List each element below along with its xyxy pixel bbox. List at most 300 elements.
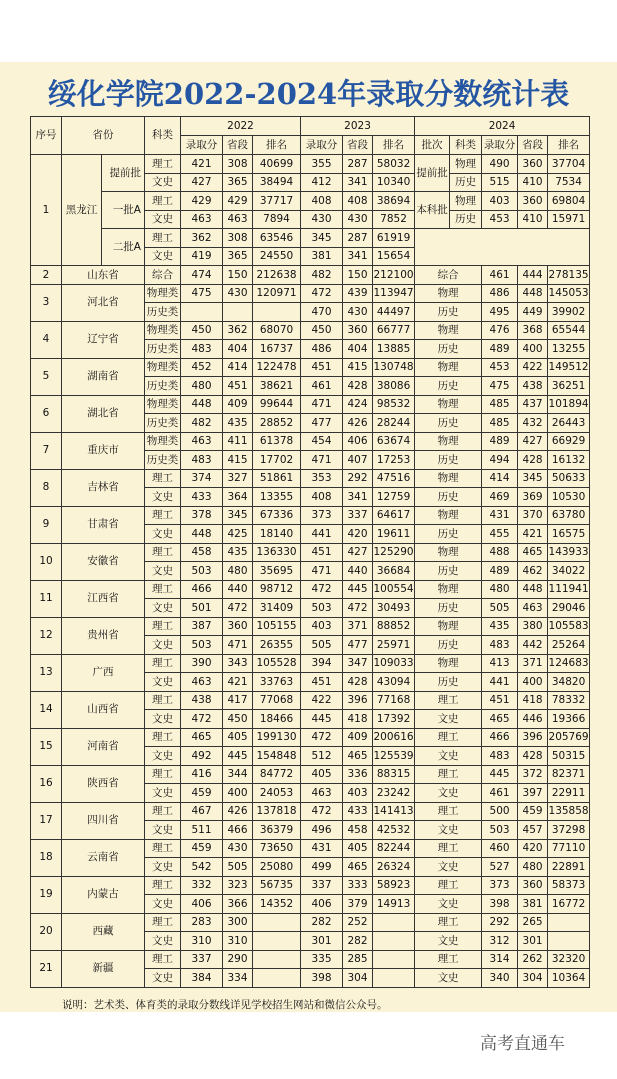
rank-2023: 66777 [373, 321, 415, 340]
score-2022: 463 [181, 210, 223, 229]
score-2024: 441 [482, 673, 518, 692]
header-score-2023: 录取分 [301, 136, 343, 155]
level-2024: 420 [518, 839, 548, 858]
rank-2022: 24053 [253, 784, 301, 803]
score-2022: 283 [181, 913, 223, 932]
level-2022: 435 [223, 543, 253, 562]
rank-2024: 50633 [548, 469, 590, 488]
header-category: 科类 [145, 117, 181, 155]
level-2023: 405 [343, 839, 373, 858]
rank-2022: 28852 [253, 414, 301, 433]
category-cell: 文史 [145, 210, 181, 229]
category-2024: 文史 [415, 895, 482, 914]
category-cell: 理工 [145, 876, 181, 895]
level-2022: 414 [223, 358, 253, 377]
rank-2022: 18466 [253, 710, 301, 729]
level-2022: 466 [223, 821, 253, 840]
level-2024: 301 [518, 932, 548, 951]
rank-2024: 16575 [548, 525, 590, 544]
level-2024: 396 [518, 728, 548, 747]
score-2024: 314 [482, 950, 518, 969]
province-name: 黑龙江 [62, 155, 102, 266]
header-seq: 序号 [31, 117, 62, 155]
category-cell: 文史 [145, 821, 181, 840]
rank-2024: 13255 [548, 340, 590, 359]
category-cell: 理工 [145, 469, 181, 488]
table-row [31, 950, 590, 969]
table-row [31, 654, 590, 673]
level-2023: 360 [343, 321, 373, 340]
level-2022: 150 [223, 266, 253, 285]
rank-2023: 125539 [373, 747, 415, 766]
category-cell: 文史 [145, 599, 181, 618]
level-2024: 369 [518, 488, 548, 507]
level-2022: 471 [223, 636, 253, 655]
score-2022: 419 [181, 247, 223, 266]
level-2023: 285 [343, 950, 373, 969]
rank-2024: 58373 [548, 876, 590, 895]
row-seq: 16 [31, 765, 62, 802]
score-2023: 451 [301, 673, 343, 692]
score-2022: 429 [181, 192, 223, 211]
rank-2022: 25080 [253, 858, 301, 877]
category-2024: 物理 [415, 284, 482, 303]
admission-score-table [30, 116, 590, 988]
level-2022: 409 [223, 395, 253, 414]
rank-2022 [253, 950, 301, 969]
rank-2022: 67336 [253, 506, 301, 525]
level-2024: 381 [518, 895, 548, 914]
score-2023: 431 [301, 839, 343, 858]
category-cell: 文史 [145, 247, 181, 266]
category-cell: 文史 [145, 562, 181, 581]
score-2023: 472 [301, 284, 343, 303]
level-2023: 426 [343, 414, 373, 433]
score-2023: 408 [301, 488, 343, 507]
score-2022: 483 [181, 451, 223, 470]
rank-2023: 43094 [373, 673, 415, 692]
level-2022: 415 [223, 451, 253, 470]
score-2023: 450 [301, 321, 343, 340]
score-2024: 495 [482, 303, 518, 322]
score-2022: 448 [181, 525, 223, 544]
level-2022: 362 [223, 321, 253, 340]
rank-2024: 135858 [548, 802, 590, 821]
level-2023: 379 [343, 895, 373, 914]
rank-2022: 154848 [253, 747, 301, 766]
score-2023: 282 [301, 913, 343, 932]
level-2023: 337 [343, 506, 373, 525]
score-2024: 480 [482, 580, 518, 599]
level-2024: 463 [518, 599, 548, 618]
rank-2024: 278135 [548, 266, 590, 285]
score-2023: 471 [301, 562, 343, 581]
header-year-2024: 2024 [415, 117, 590, 136]
level-2022: 300 [223, 913, 253, 932]
batch-label: 二批A [102, 229, 145, 266]
rank-2022: 99644 [253, 395, 301, 414]
score-2022: 492 [181, 747, 223, 766]
category-2024: 文史 [415, 710, 482, 729]
score-2024: 373 [482, 876, 518, 895]
score-2024: 453 [482, 358, 518, 377]
score-2022: 452 [181, 358, 223, 377]
header-rank-2022: 排名 [253, 136, 301, 155]
category-cell: 文史 [145, 636, 181, 655]
level-2023: 440 [343, 562, 373, 581]
score-2023: 470 [301, 303, 343, 322]
category-2024: 物理 [415, 395, 482, 414]
row-seq: 3 [31, 284, 62, 321]
level-2023: 428 [343, 377, 373, 396]
rank-2024: 7534 [548, 173, 590, 192]
table-row [31, 192, 590, 211]
province-name: 山西省 [62, 691, 145, 728]
rank-2024: 10364 [548, 969, 590, 988]
score-2023: 451 [301, 543, 343, 562]
score-2024: 466 [482, 728, 518, 747]
category-2024: 理工 [415, 950, 482, 969]
level-2022: 308 [223, 229, 253, 248]
category-cell: 理工 [145, 654, 181, 673]
score-2023: 505 [301, 636, 343, 655]
score-2023: 496 [301, 821, 343, 840]
level-2024: 446 [518, 710, 548, 729]
rank-2024: 22891 [548, 858, 590, 877]
score-2023: 355 [301, 155, 343, 174]
score-2024: 489 [482, 562, 518, 581]
level-2022: 323 [223, 876, 253, 895]
level-2023: 427 [343, 543, 373, 562]
category-cell: 文史 [145, 710, 181, 729]
level-2024: 438 [518, 377, 548, 396]
table-row [31, 691, 590, 710]
category-cell: 物理类 [145, 284, 181, 303]
level-2022: 435 [223, 414, 253, 433]
header-batch-2024: 批次 [415, 136, 450, 155]
rank-2023: 88852 [373, 617, 415, 636]
score-2023: 454 [301, 432, 343, 451]
level-2024: 422 [518, 358, 548, 377]
level-2024: 444 [518, 266, 548, 285]
level-2024: 265 [518, 913, 548, 932]
score-2022: 466 [181, 580, 223, 599]
rank-2023 [373, 913, 415, 932]
level-2022: 405 [223, 728, 253, 747]
category-2024: 物理 [450, 192, 482, 211]
level-2023: 465 [343, 858, 373, 877]
rank-2022: 73650 [253, 839, 301, 858]
rank-2023: 141413 [373, 802, 415, 821]
header-year-2023: 2023 [301, 117, 415, 136]
level-2024: 360 [518, 155, 548, 174]
score-2024: 486 [482, 284, 518, 303]
score-2023: 486 [301, 340, 343, 359]
row-seq: 19 [31, 876, 62, 913]
level-2023: 424 [343, 395, 373, 414]
rank-2022: 14352 [253, 895, 301, 914]
score-2023: 408 [301, 192, 343, 211]
score-2024: 413 [482, 654, 518, 673]
level-2022: 411 [223, 432, 253, 451]
score-2023: 405 [301, 765, 343, 784]
province-name: 山东省 [62, 266, 145, 285]
level-2024: 480 [518, 858, 548, 877]
score-2022: 467 [181, 802, 223, 821]
rank-2022: 13355 [253, 488, 301, 507]
category-2024: 历史 [415, 673, 482, 692]
header-province: 省份 [62, 117, 145, 155]
score-2024: 488 [482, 543, 518, 562]
level-2023: 428 [343, 673, 373, 692]
score-2024: 505 [482, 599, 518, 618]
rank-2024: 16132 [548, 451, 590, 470]
level-2023: 287 [343, 229, 373, 248]
level-2024: 421 [518, 525, 548, 544]
category-cell: 理工 [145, 506, 181, 525]
score-2024: 483 [482, 636, 518, 655]
level-2022: 290 [223, 950, 253, 969]
score-2023: 461 [301, 377, 343, 396]
province-name: 重庆市 [62, 432, 145, 469]
province-name: 西藏 [62, 913, 145, 950]
province-name: 甘肃省 [62, 506, 145, 543]
rank-2023: 13885 [373, 340, 415, 359]
level-2022: 366 [223, 895, 253, 914]
score-2024: 340 [482, 969, 518, 988]
rank-2022: 212638 [253, 266, 301, 285]
rank-2022: 24550 [253, 247, 301, 266]
category-cell: 文史 [145, 932, 181, 951]
category-2024: 历史 [415, 636, 482, 655]
level-2022: 430 [223, 284, 253, 303]
score-2022: 416 [181, 765, 223, 784]
row-seq: 1 [31, 155, 62, 266]
category-cell: 理工 [145, 192, 181, 211]
table-row [31, 284, 590, 303]
rank-2024: 37704 [548, 155, 590, 174]
level-2022: 426 [223, 802, 253, 821]
level-2023: 430 [343, 210, 373, 229]
category-cell: 理工 [145, 543, 181, 562]
score-2024: 461 [482, 266, 518, 285]
score-2023: 471 [301, 395, 343, 414]
rank-2024: 34820 [548, 673, 590, 692]
rank-2023: 63674 [373, 432, 415, 451]
score-2023: 403 [301, 617, 343, 636]
level-2024: 437 [518, 395, 548, 414]
level-2022: 417 [223, 691, 253, 710]
level-2024: 368 [518, 321, 548, 340]
category-2024: 历史 [415, 562, 482, 581]
level-2024: 427 [518, 432, 548, 451]
province-name: 河北省 [62, 284, 145, 321]
score-2022: 480 [181, 377, 223, 396]
score-2022: 384 [181, 969, 223, 988]
batch-label: 提前批 [102, 155, 145, 192]
level-2022: 334 [223, 969, 253, 988]
row-seq: 4 [31, 321, 62, 358]
level-2023: 415 [343, 358, 373, 377]
category-cell: 理工 [145, 580, 181, 599]
level-2022: 472 [223, 599, 253, 618]
category-cell: 历史类 [145, 451, 181, 470]
score-2023: 337 [301, 876, 343, 895]
rank-2022: 16737 [253, 340, 301, 359]
category-2024: 物理 [415, 358, 482, 377]
level-2022: 421 [223, 673, 253, 692]
level-2024: 410 [518, 173, 548, 192]
rank-2022: 105155 [253, 617, 301, 636]
category-2024: 历史 [415, 303, 482, 322]
rank-2023: 61919 [373, 229, 415, 248]
category-cell: 文史 [145, 784, 181, 803]
level-2024: 465 [518, 543, 548, 562]
level-2024: 428 [518, 451, 548, 470]
page-title: 绥化学院2022-2024年录取分数统计表 [47, 77, 570, 111]
row-seq: 8 [31, 469, 62, 506]
score-2022: 450 [181, 321, 223, 340]
score-2024: 292 [482, 913, 518, 932]
category-cell: 综合 [145, 266, 181, 285]
province-name: 湖南省 [62, 358, 145, 395]
score-2024: 403 [482, 192, 518, 211]
rank-2022: 36379 [253, 821, 301, 840]
category-cell: 文史 [145, 173, 181, 192]
score-2024: 455 [482, 525, 518, 544]
rank-2024: 37298 [548, 821, 590, 840]
score-2024: 527 [482, 858, 518, 877]
score-2022: 474 [181, 266, 223, 285]
rank-2024 [548, 913, 590, 932]
score-2023: 353 [301, 469, 343, 488]
rank-2023: 12759 [373, 488, 415, 507]
table-row [31, 543, 590, 562]
level-2024: 360 [518, 876, 548, 895]
category-cell: 理工 [145, 802, 181, 821]
table-row [31, 876, 590, 895]
score-2023: 398 [301, 969, 343, 988]
rank-2022: 35695 [253, 562, 301, 581]
category-2024: 理工 [415, 913, 482, 932]
level-2023: 341 [343, 488, 373, 507]
score-2022: 459 [181, 839, 223, 858]
rank-2023 [373, 932, 415, 951]
category-cell: 文史 [145, 525, 181, 544]
rank-2024: 111941 [548, 580, 590, 599]
score-2022: 427 [181, 173, 223, 192]
row-seq: 21 [31, 950, 62, 987]
rank-2024: 10530 [548, 488, 590, 507]
level-2022: 425 [223, 525, 253, 544]
score-2022: 390 [181, 654, 223, 673]
category-2024: 物理 [415, 432, 482, 451]
score-2024: 485 [482, 395, 518, 414]
rank-2022: 37717 [253, 192, 301, 211]
row-seq: 2 [31, 266, 62, 285]
category-cell: 历史类 [145, 340, 181, 359]
level-2023: 282 [343, 932, 373, 951]
score-2022: 511 [181, 821, 223, 840]
rank-2022 [253, 969, 301, 988]
rank-2024: 22911 [548, 784, 590, 803]
category-cell: 历史类 [145, 414, 181, 433]
category-2024: 文史 [415, 932, 482, 951]
rank-2023: 47516 [373, 469, 415, 488]
score-2022: 378 [181, 506, 223, 525]
category-2024: 文史 [415, 969, 482, 988]
rank-2024: 63780 [548, 506, 590, 525]
level-2024: 372 [518, 765, 548, 784]
category-2024: 理工 [415, 802, 482, 821]
category-2024: 物理 [415, 321, 482, 340]
score-2022: 448 [181, 395, 223, 414]
table-row [31, 432, 590, 451]
level-2024: 400 [518, 340, 548, 359]
level-2022: 365 [223, 247, 253, 266]
level-2022: 308 [223, 155, 253, 174]
table-row [31, 155, 590, 174]
score-2024: 398 [482, 895, 518, 914]
level-2022: 310 [223, 932, 253, 951]
rank-2024: 50315 [548, 747, 590, 766]
category-cell: 物理类 [145, 358, 181, 377]
table-row [31, 839, 590, 858]
level-2022: 430 [223, 839, 253, 858]
category-2024: 文史 [415, 784, 482, 803]
rank-2024: 32320 [548, 950, 590, 969]
level-2022: 343 [223, 654, 253, 673]
rank-2022: 120971 [253, 284, 301, 303]
row-seq: 5 [31, 358, 62, 395]
rank-2023: 130748 [373, 358, 415, 377]
score-2022: 483 [181, 340, 223, 359]
score-2022: 542 [181, 858, 223, 877]
level-2023: 404 [343, 340, 373, 359]
score-2023: 345 [301, 229, 343, 248]
rank-2023: 17253 [373, 451, 415, 470]
category-2024: 综合 [415, 266, 482, 285]
level-2023: 336 [343, 765, 373, 784]
level-2022: 345 [223, 506, 253, 525]
table-row [31, 321, 590, 340]
rank-2024: 78332 [548, 691, 590, 710]
rank-2023: 7852 [373, 210, 415, 229]
row-seq: 15 [31, 728, 62, 765]
score-2023: 422 [301, 691, 343, 710]
level-2023: 472 [343, 599, 373, 618]
level-2023: 304 [343, 969, 373, 988]
rank-2023: 38086 [373, 377, 415, 396]
rank-2024: 39902 [548, 303, 590, 322]
level-2023: 252 [343, 913, 373, 932]
category-cell: 理工 [145, 839, 181, 858]
score-2023: 441 [301, 525, 343, 544]
table-row [31, 765, 590, 784]
level-2023: 465 [343, 747, 373, 766]
rank-2022: 77068 [253, 691, 301, 710]
category-2024: 历史 [415, 377, 482, 396]
level-2022: 404 [223, 340, 253, 359]
level-2024: 418 [518, 691, 548, 710]
rank-2023: 212100 [373, 266, 415, 285]
rank-2023: 77168 [373, 691, 415, 710]
rank-2022: 68070 [253, 321, 301, 340]
batch-2024-label: 本科批 [415, 192, 450, 229]
score-2024: 460 [482, 839, 518, 858]
score-2023: 406 [301, 895, 343, 914]
header-level-2022: 省段 [223, 136, 253, 155]
